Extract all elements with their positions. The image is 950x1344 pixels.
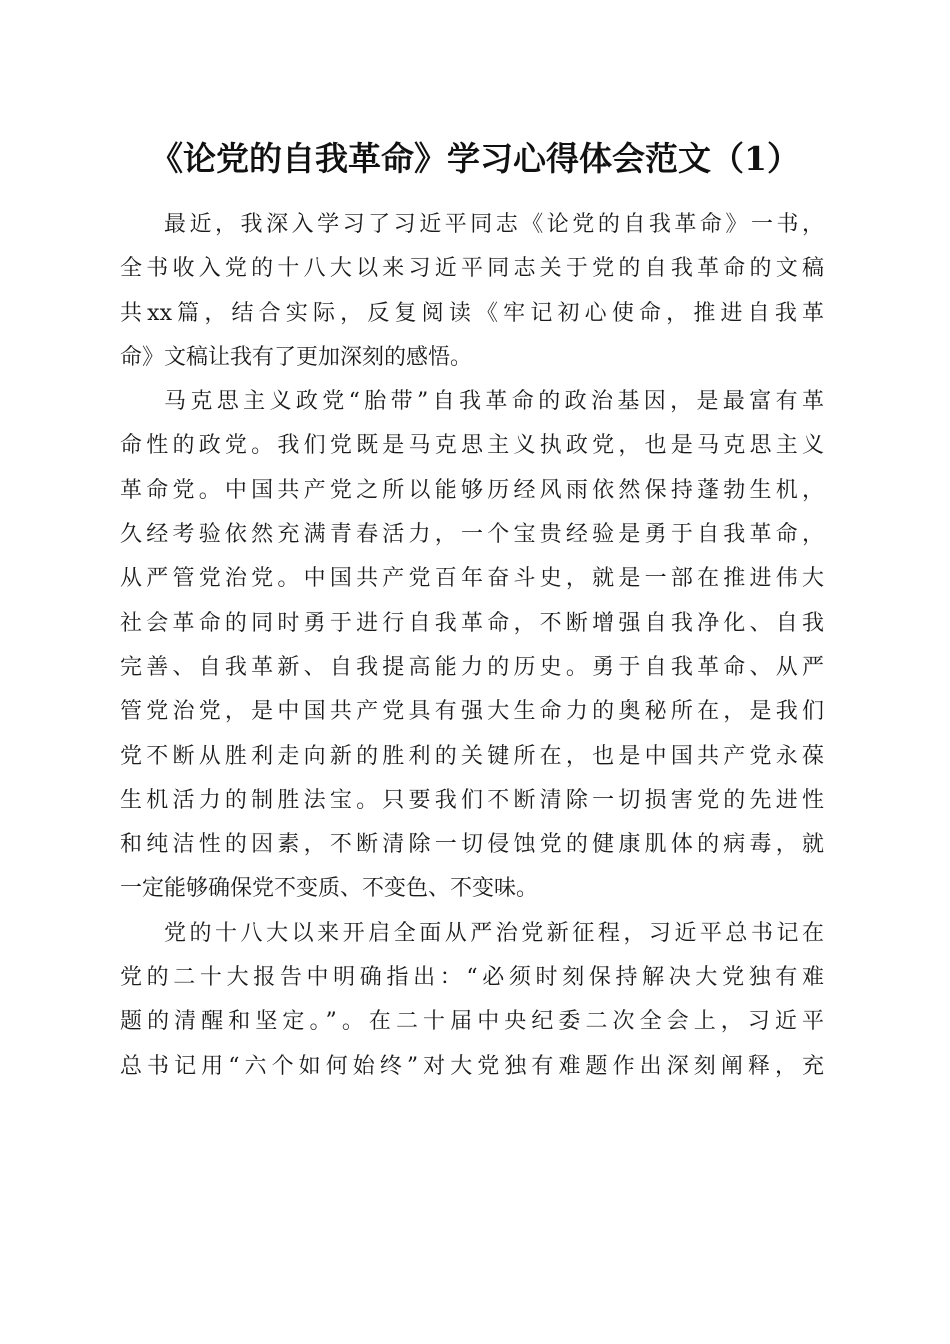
text-line: 命》文稿让我有了更加深刻的感悟。 [120, 344, 473, 370]
text-line: 一定能够确保党不变质、不变色、不变味。 [120, 876, 539, 902]
text-line: 生机活力的制胜法宝。只要我们不断清除一切损害党的先进性 [120, 787, 824, 813]
text-line: 党的十八大以来开启全面从严治党新征程，习近平总书记在 [164, 920, 824, 946]
text-line: 最近，我深入学习了习近平同志《论党的自我革命》一书， [164, 212, 824, 237]
document-title: 《论党的自我革命》学习心得体会范文（1） [150, 139, 800, 178]
text-line: 从严管党治党。中国共产党百年奋斗史，就是一部在推进伟大 [120, 566, 824, 592]
text-line: 马克思主义政党“胎带”自我革命的政治基因，是最富有革 [164, 389, 824, 415]
text-line: 革命党。中国共产党之所以能够历经风雨依然保持蓬勃生机， [120, 477, 824, 503]
document-body [120, 203, 824, 1089]
text-line: 和纯洁性的因素，不断清除一切侵蚀党的健康肌体的病毒，就 [120, 832, 824, 858]
paragraph-twentieth-congress [120, 912, 824, 1089]
paragraph-self-revolution [120, 380, 824, 912]
text-line: 完善、自我革新、自我提高能力的历史。勇于自我革命、从严 [120, 654, 824, 680]
text-line: 全书收入党的十八大以来习近平同志关于党的自我革命的文稿 [120, 256, 824, 282]
text-line: 题的清醒和坚定。”。在二十届中央纪委二次全会上，习近平 [120, 1009, 824, 1035]
text-line: 党的二十大报告中明确指出：“必须时刻保持解决大党独有难 [120, 965, 824, 991]
text-line: 久经考验依然充满青春活力，一个宝贵经验是勇于自我革命， [120, 522, 824, 548]
text-line: 社会革命的同时勇于进行自我革命，不断增强自我净化、自我 [120, 610, 824, 636]
text-line: 命性的政党。我们党既是马克思主义执政党，也是马克思主义 [120, 433, 824, 459]
text-line: 党不断从胜利走向新的胜利的关键所在，也是中国共产党永葆 [120, 743, 824, 769]
text-line: 管党治党，是中国共产党具有强大生命力的奥秘所在，是我们 [120, 699, 824, 725]
text-line: 总书记用“六个如何始终”对大党独有难题作出深刻阐释，充 [120, 1053, 824, 1079]
text-line: 共xx篇，结合实际，反复阅读《牢记初心使命，推进自我革 [120, 300, 824, 326]
paragraph-intro [120, 203, 824, 380]
